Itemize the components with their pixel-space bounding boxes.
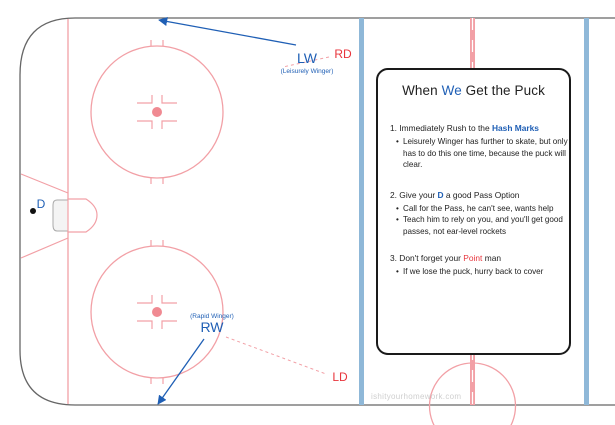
faceoff-dot-bottom bbox=[152, 307, 162, 317]
step-1-bullets bbox=[378, 136, 569, 171]
step-1 bbox=[390, 123, 569, 133]
label-rw-sub: (Rapid Winger) bbox=[190, 313, 234, 320]
step-2-bullet: • Call for the Pass, he can't see, wants help bbox=[403, 203, 569, 215]
blue-line-left bbox=[359, 18, 364, 405]
label-d: D bbox=[36, 197, 46, 211]
step-2-highlight: D bbox=[437, 189, 444, 200]
goal-crease bbox=[68, 199, 97, 232]
step-1-bullet: • Leisurely Winger has further to skate, but only has to do this one time, because the puck will clear. bbox=[403, 136, 569, 171]
goal-net bbox=[53, 200, 68, 231]
title-prefix: When bbox=[402, 83, 442, 98]
trapezoid-top bbox=[21, 174, 68, 193]
title-suffix: Get the Puck bbox=[461, 83, 545, 98]
instruction-card bbox=[376, 68, 571, 355]
credit-watermark: ishityourhomework.com bbox=[371, 392, 462, 401]
card-title bbox=[378, 83, 569, 98]
step-2 bbox=[390, 190, 569, 200]
step-3-bullets bbox=[378, 266, 569, 278]
step-1-highlight: Hash Marks bbox=[491, 123, 539, 133]
d-position-dot bbox=[30, 208, 36, 214]
title-we: We bbox=[441, 83, 462, 98]
step-3-prefix: 3. Don't forget your bbox=[390, 253, 464, 263]
label-lw: LW bbox=[297, 50, 317, 66]
step-2-bullets bbox=[378, 203, 569, 238]
step-3-highlight: Point bbox=[463, 253, 483, 263]
rw-arrow bbox=[158, 339, 204, 404]
step-2-bullet: • Teach him to rely on you, and you'll get good passes, not ear-level rockets bbox=[403, 214, 569, 237]
label-ld: LD bbox=[332, 370, 348, 384]
blue-line-right bbox=[584, 18, 589, 405]
step-3 bbox=[390, 253, 569, 263]
step-3-suffix: man bbox=[482, 253, 502, 263]
label-lw-sub: (Leisurely Winger) bbox=[280, 68, 334, 75]
trapezoid-bottom bbox=[21, 238, 68, 258]
step-2-suffix: a good Pass Option bbox=[443, 189, 520, 200]
step-2-prefix: 2. Give your bbox=[390, 189, 438, 200]
label-rd: RD bbox=[334, 47, 352, 61]
ld-dashed-line bbox=[226, 337, 326, 374]
faceoff-dot-top bbox=[152, 107, 162, 117]
faceoff-circle-top bbox=[91, 40, 223, 184]
step-3-bullet: • If we lose the puck, hurry back to cover bbox=[403, 266, 569, 278]
label-rw: RW bbox=[200, 319, 224, 335]
step-1-prefix: 1. Immediately Rush to the bbox=[390, 123, 492, 133]
faceoff-circle-bottom bbox=[91, 240, 223, 384]
lw-arrow bbox=[159, 20, 296, 45]
